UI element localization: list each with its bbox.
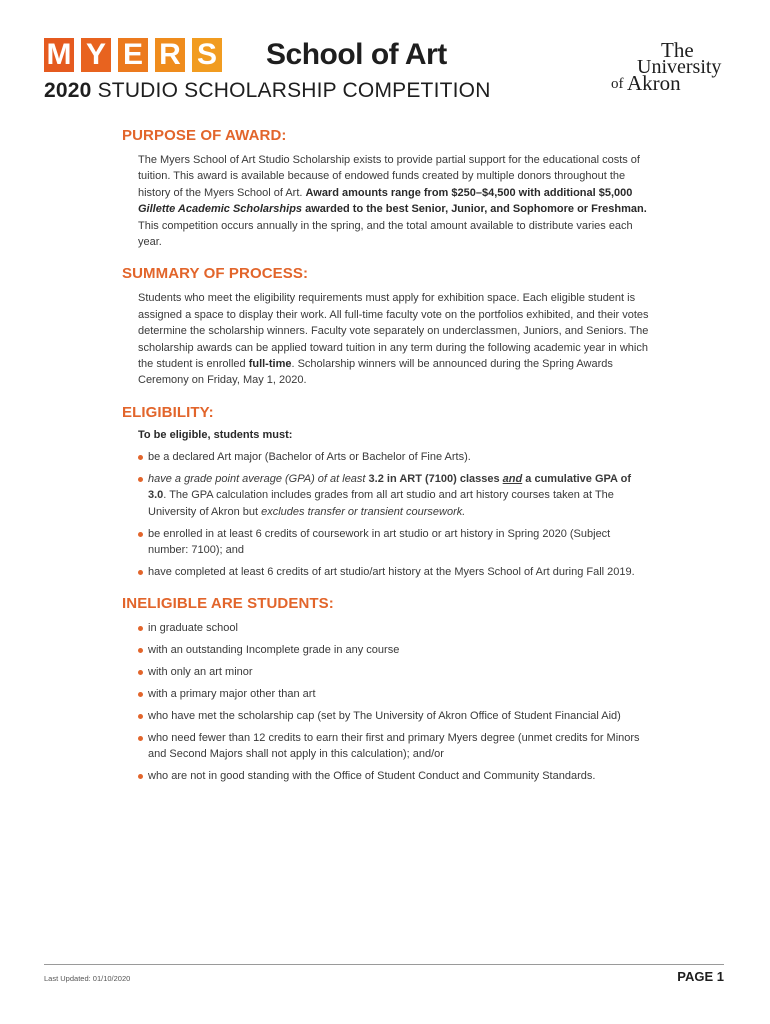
eligibility-list <box>138 449 650 580</box>
and-underlined <box>503 473 523 485</box>
purpose-paragraph <box>138 152 650 250</box>
list-item-text: have completed at least 6 credits of art studio/art history at the Myers School of Art during Fall 2019. <box>148 565 635 578</box>
list-item-text: with an outstanding Incomplete grade in any course <box>148 644 400 657</box>
and-text: and <box>502 472 523 485</box>
footer-divider <box>44 964 724 965</box>
list-item <box>138 526 650 559</box>
excludes-transfer-text: excludes transfer or transient coursework. <box>261 505 466 518</box>
list-item <box>138 620 650 636</box>
bullet-icon <box>138 692 143 697</box>
summary-heading: SUMMARY OF PROCESS: <box>122 265 309 283</box>
ineligible-list <box>138 620 650 784</box>
summary-section <box>122 264 650 388</box>
gillette-scholarships: Gillette Academic Scholarships <box>138 203 303 216</box>
purpose-bold-text: Award amounts range from $250–$4,500 with additional $5,000 <box>305 186 633 199</box>
bullet-icon <box>138 532 143 537</box>
ua-logo-of: of <box>611 76 624 92</box>
list-item <box>138 449 650 465</box>
summary-text-end: . Scholarship winners will be announced during the Spring Awards Ceremony on Friday, May 1, 2020. <box>138 358 613 387</box>
purpose-text: The Myers School of Art Studio Scholarship exists to provide partial support for the educational costs of tuition. This award is available because of endowed funds created by multiple donors throughout the history of the Myers School of Art. <box>138 154 640 199</box>
bullet-icon <box>138 455 143 460</box>
bullet-icon <box>138 670 143 675</box>
eligibility-subheading: To be eligible, students must: <box>138 428 293 441</box>
list-item <box>138 730 650 763</box>
eligibility-heading: ELIGIBILITY: <box>122 403 214 421</box>
bullet-icon <box>138 736 143 741</box>
bullet-icon <box>138 648 143 653</box>
myers-logo-letter: M <box>44 38 74 72</box>
myers-logo-letter: Y <box>81 38 111 72</box>
list-item-text: with only an art minor <box>148 666 253 679</box>
page-number: PAGE 1 <box>677 969 724 984</box>
list-item <box>138 642 650 658</box>
ineligible-heading: INELIGIBLE ARE STUDENTS: <box>122 595 334 613</box>
myers-logo <box>44 38 229 72</box>
eligibility-section <box>122 403 650 580</box>
purpose-heading: PURPOSE OF AWARD: <box>122 127 287 144</box>
title-text: STUDIO SCHOLARSHIP COMPETITION <box>97 79 491 102</box>
summary-paragraph <box>138 290 650 388</box>
purpose-bold-text-end: awarded to the best Senior, Junior, and Sophomore or Freshman. <box>302 203 647 216</box>
last-updated: Last Updated: 01/10/2020 <box>44 974 131 983</box>
list-item-text: with a primary major other than art <box>148 687 316 700</box>
bullet-icon <box>138 714 143 719</box>
gpa-calculation-text: . The GPA calculation includes grades from all art studio and art history courses taken at The University of Akron but <box>148 489 614 518</box>
ineligible-section <box>122 594 650 784</box>
myers-logo-letter: E <box>118 38 148 72</box>
school-of-art-wordmark: School of Art <box>266 38 447 71</box>
ua-logo-the: The <box>661 38 694 62</box>
document-body <box>122 126 650 798</box>
page-header <box>44 38 734 108</box>
title-year: 2020 <box>44 79 92 102</box>
ua-logo-akron: Akron <box>627 71 681 95</box>
list-item <box>138 564 650 580</box>
art-gpa: 3.2 in ART (7100) classes <box>368 472 503 485</box>
list-item <box>138 664 650 680</box>
myers-logo-letter: R <box>155 38 185 72</box>
university-of-akron-logo <box>609 40 731 100</box>
summary-full-time: full-time <box>248 358 292 371</box>
myers-logo-letter: S <box>192 38 222 72</box>
ua-logo-university: University <box>637 56 722 78</box>
list-item <box>138 708 650 724</box>
list-item-text: be a declared Art major (Bachelor of Arts or Bachelor of Fine Arts). <box>148 450 471 463</box>
cumulative-gpa: a cumulative GPA of 3.0 <box>148 472 632 502</box>
gpa-requirement: have a grade point average (GPA) of at least <box>148 472 369 485</box>
list-item <box>138 686 650 702</box>
list-item-text: in graduate school <box>148 622 238 635</box>
purpose-text-end: This competition occurs annually in the spring, and the total amount available to distribute varies each year. <box>138 219 633 249</box>
bullet-icon <box>138 626 143 631</box>
list-item-text: who need fewer than 12 credits to earn their first and primary Myers degree (unmet credits for Minors and Second Majors shall not apply in this calculation); and/or <box>148 731 640 761</box>
bullet-icon <box>138 570 143 575</box>
list-item <box>138 768 650 784</box>
list-item-text: who are not in good standing with the Office of Student Conduct and Community Standards. <box>148 770 596 783</box>
purpose-section <box>122 126 650 250</box>
bullet-icon <box>138 477 143 482</box>
page-title <box>44 78 491 104</box>
bullet-icon <box>138 774 143 779</box>
summary-text: Students who meet the eligibility requirements must apply for exhibition space. Each eligible student is assigned a space to display their work. All full-time faculty vote on the portfolios exhibited, and their votes determine the scholarship winners. Faculty vote separately on underclassmen, Juniors, and Seniors. The scholarship awards can be applied toward tuition in any term during the following academic year in which the student is enrolled <box>138 292 649 371</box>
list-item <box>138 471 650 520</box>
list-item-text: be enrolled in at least 6 credits of coursework in art studio or art history in Spring 2020 (Subject number: 7100); and <box>148 527 611 556</box>
list-item-text: who have met the scholarship cap (set by The University of Akron Office of Student Financial Aid) <box>148 709 621 722</box>
